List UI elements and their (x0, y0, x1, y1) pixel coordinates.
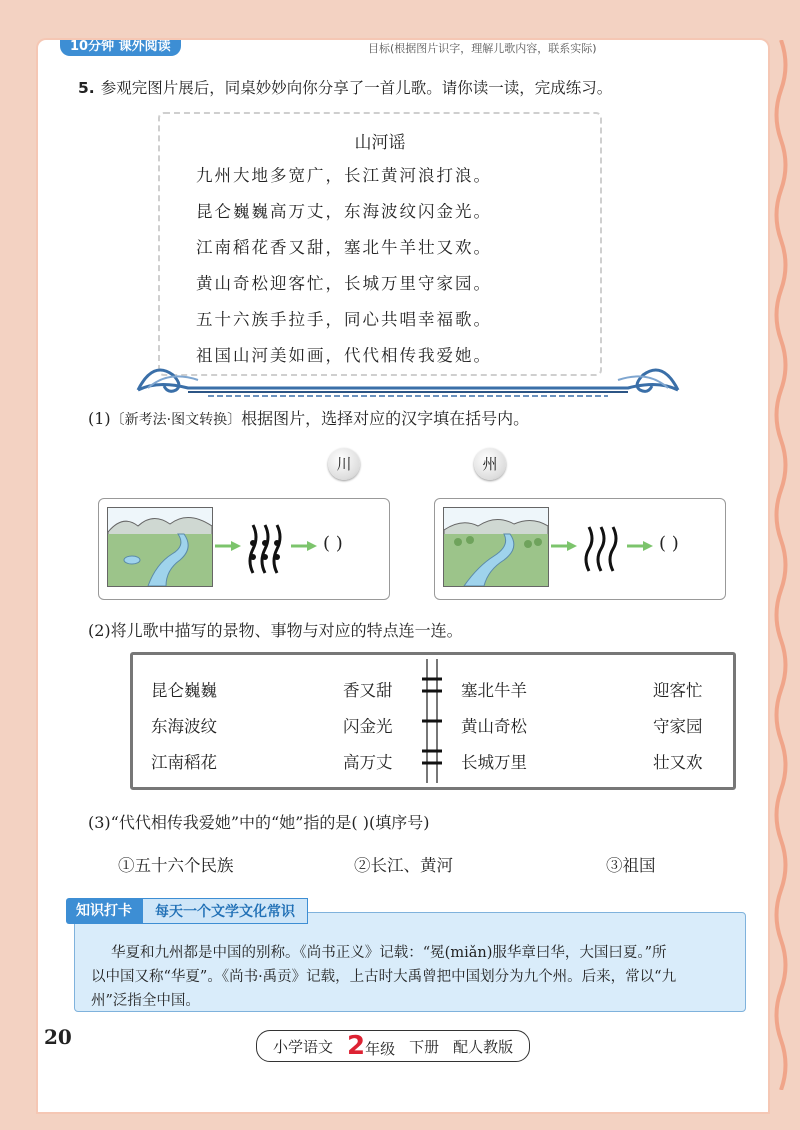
part3-instruction (88, 810, 429, 833)
choice-chuan: 川 (328, 448, 360, 480)
part1-number: (1) (88, 409, 111, 428)
section-goal: 目标(根据图片识字，理解儿歌内容，联系实际) (368, 42, 597, 55)
question-number: 5. (78, 79, 95, 97)
question-prompt: 参观完图片展后，同桌妙妙向你分享了一首儿歌。请你读一读，完成练习。 (100, 79, 613, 97)
part2-text: 将儿歌中描写的景物、事物与对应的特点连一连。 (110, 621, 463, 640)
footer-term: 下册 (409, 1037, 440, 1056)
answer-blank-1[interactable]: ( ) (323, 533, 343, 554)
arrow-icon (627, 541, 653, 551)
picture-panel-1 (98, 498, 390, 600)
knowledge-header (66, 898, 308, 924)
poem-title: 山河谣 (354, 133, 406, 153)
part2-number: (2) (88, 621, 111, 640)
poem-line: 祖国山河美如画，代代相传我爱她。 (196, 346, 492, 365)
part3-text: “代代相传我爱她”中的“她”指的是( )(填序号) (110, 813, 430, 832)
knowledge-box (74, 912, 746, 1012)
knowledge-line: 华夏和九州都是中国的别称。《尚书正义》记载：“冕(miǎn)服华章曰华，大国曰夏。”所 (111, 945, 667, 961)
match-left-trait[interactable]: 高万丈 (343, 753, 393, 772)
answer-blank-2[interactable]: ( ) (659, 533, 679, 554)
landscape-image (107, 507, 213, 587)
decorative-border (770, 40, 792, 1090)
workbook-page (38, 40, 768, 1112)
match-right-item[interactable]: 黄山奇松 (461, 717, 527, 736)
match-left-trait[interactable]: 闪金光 (343, 717, 393, 736)
binding-divider (419, 659, 445, 783)
match-right-trait[interactable]: 守家园 (653, 717, 703, 736)
poem-line: 昆仑巍巍高万丈，东海波纹闪金光。 (196, 202, 492, 221)
knowledge-label: 知识打卡 (66, 898, 142, 924)
part2-instruction (88, 618, 463, 641)
part1-tag: 〔新考法·图文转换〕 (110, 412, 242, 428)
ancient-river-glyph-icon (581, 521, 621, 577)
poem-line: 江南稻花香又甜，塞北牛羊壮又欢。 (196, 238, 492, 257)
page-header (38, 40, 768, 58)
book-footer (256, 1030, 530, 1062)
match-right-trait[interactable]: 壮又欢 (653, 753, 703, 772)
page-number: 20 (44, 1025, 72, 1049)
knowledge-line: 以中国又称“华夏”。《尚书·禹贡》记载，上古时大禹曾把中国划分为九个州。后来，常以“九 (91, 969, 677, 985)
poem-line: 五十六族手拉手，同心共唱幸福歌。 (196, 310, 492, 329)
matching-box (130, 652, 736, 790)
section-tag: 10分钟 课外阅读 (60, 40, 181, 56)
match-left-item[interactable]: 昆仑巍巍 (151, 681, 217, 700)
footer-grade-unit: 年级 (365, 1040, 396, 1058)
part3-option[interactable]: ③祖国 (606, 856, 656, 875)
match-left-item[interactable]: 东海波纹 (151, 717, 217, 736)
footer-edition: 配人教版 (453, 1037, 514, 1056)
match-left-item[interactable]: 江南稻花 (151, 753, 217, 772)
landscape-image (443, 507, 549, 587)
wave-decoration (128, 350, 688, 400)
arrow-icon (551, 541, 577, 551)
poem-line: 黄山奇松迎客忙，长城万里守家园。 (196, 274, 492, 293)
match-right-item[interactable]: 塞北牛羊 (461, 681, 527, 700)
arrow-icon (215, 541, 241, 551)
poem-line: 九州大地多宽广，长江黄河浪打浪。 (196, 166, 492, 185)
arrow-icon (291, 541, 317, 551)
knowledge-sublabel: 每天一个文学文化常识 (142, 898, 308, 924)
footer-grade-number: 2 (347, 1031, 366, 1061)
choice-zhou: 州 (474, 448, 506, 480)
part3-option[interactable]: ①五十六个民族 (118, 856, 234, 875)
picture-panel-2 (434, 498, 726, 600)
part1-text: 根据图片，选择对应的汉字填在括号内。 (241, 409, 530, 428)
match-right-trait[interactable]: 迎客忙 (653, 681, 703, 700)
part3-option[interactable]: ②长江、黄河 (354, 856, 453, 875)
part3-number: (3) (88, 813, 111, 832)
question-title (78, 76, 612, 98)
match-right-item[interactable]: 长城万里 (461, 753, 527, 772)
ancient-chuan-glyph-icon (245, 521, 285, 577)
part1-instruction (88, 406, 529, 429)
poem-box (158, 112, 602, 376)
match-left-trait[interactable]: 香又甜 (343, 681, 393, 700)
footer-subject: 小学语文 (273, 1037, 334, 1056)
knowledge-line: 州”泛指全中国。 (91, 993, 200, 1009)
